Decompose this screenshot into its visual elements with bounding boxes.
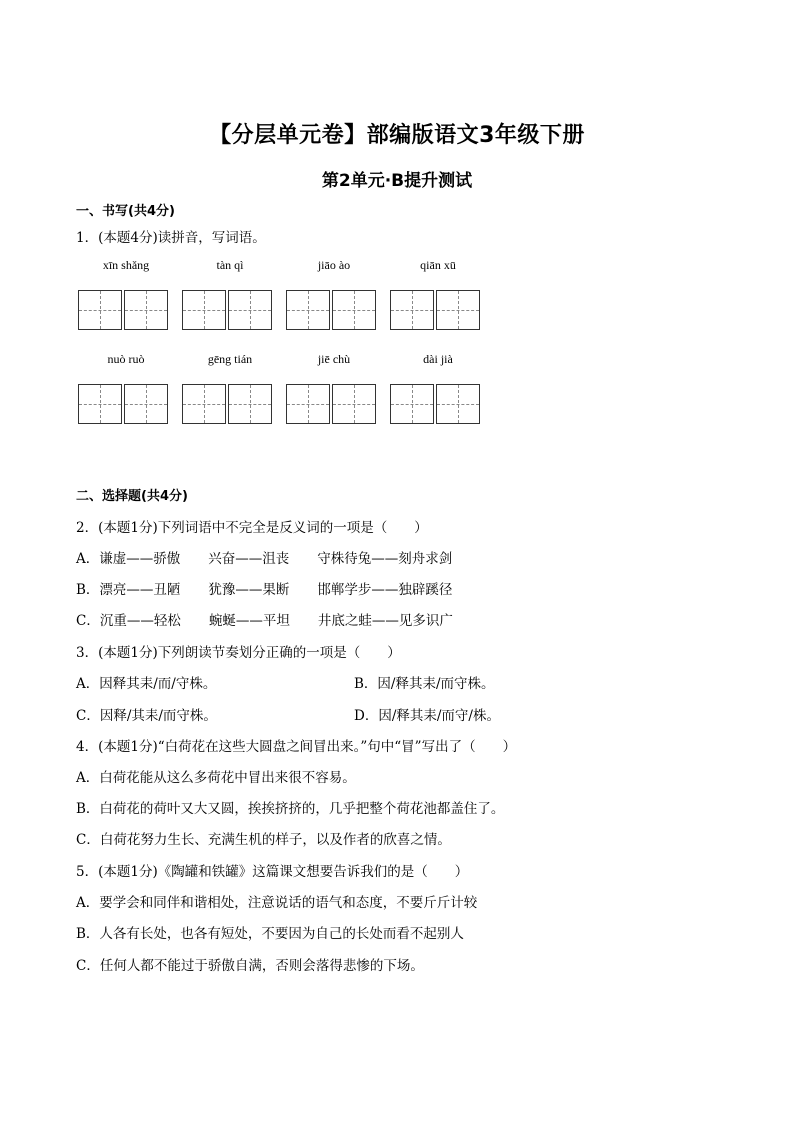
page-subtitle: 第2单元·B提升测试 [321,171,473,191]
writing-grid-pair[interactable] [78,384,168,424]
tianzi-box[interactable] [390,384,434,424]
pinyin-label: gēng tián [207,352,253,366]
pinyin-label: jiāo ào [317,258,351,272]
question-3-option-a[interactable]: A．因释其耒/而/守株。 [76,676,217,692]
question-5-stem: 5．(本题1分)《陶罐和铁罐》这篇课文想要告诉我们的是（ ） [76,864,469,880]
question-4-stem: 4．(本题1分)“白荷花在这些大圆盘之间冒出来。”句中“冒”写出了（ ） [76,739,517,755]
question-2-option-b[interactable] [76,578,452,598]
page-title: 【分层单元卷】部编版语文3年级下册 [209,123,585,148]
option-term: A．谦虚——骄傲 [76,551,181,567]
question-2-option-c[interactable] [76,609,453,629]
pinyin-label: qiān xū [420,258,456,272]
question-4-option-b[interactable]: B．白荷花的荷叶又大又圆，挨挨挤挤的，几乎把整个荷花池都盖住了。 [76,801,505,817]
tianzi-box[interactable] [390,290,434,330]
question-3-option-b[interactable]: B．因/释其耒/而守株。 [354,676,495,692]
question-5-option-b[interactable]: B．人各有长处，也各有短处，不要因为自己的长处而看不起别人 [76,926,464,942]
question-5-option-a[interactable]: A．要学会和同伴和谐相处，注意说话的语气和态度，不要斤斤计较 [76,895,478,911]
tianzi-box[interactable] [436,384,480,424]
question-4-option-a[interactable]: A．白荷花能从这么多荷花中冒出来很不容易。 [76,770,356,786]
option-term: B．漂亮——丑陋 [76,582,181,598]
option-term: 守株待兔——刻舟求剑 [317,551,453,567]
tianzi-box[interactable] [228,290,272,330]
tianzi-box[interactable] [332,384,376,424]
option-term: 犹豫——果断 [208,582,290,598]
tianzi-box[interactable] [332,290,376,330]
section-heading-choice: 二、选择题(共4分) [76,489,188,504]
pinyin-label: dài jià [423,352,453,366]
question-3-option-d[interactable]: D．因/释其耒/而守/株。 [354,708,500,724]
tianzi-box[interactable] [286,384,330,424]
pinyin-label: tàn qì [216,258,244,272]
writing-grid-pair[interactable] [390,290,480,330]
writing-grid-pair[interactable] [182,384,272,424]
tianzi-box[interactable] [78,384,122,424]
tianzi-box[interactable] [182,290,226,330]
question-5-option-c[interactable]: C．任何人都不能过于骄傲自满，否则会落得悲惨的下场。 [76,958,424,974]
pinyin-label: xīn shǎng [102,258,150,272]
writing-grid-pair[interactable] [390,384,480,424]
question-2-option-a[interactable] [76,547,452,567]
section-heading-writing: 一、书写(共4分) [76,204,175,219]
writing-grid-pair[interactable] [286,384,376,424]
tianzi-box[interactable] [78,290,122,330]
writing-grid-pair[interactable] [182,290,272,330]
pinyin-label: nuò ruò [107,352,145,366]
tianzi-box[interactable] [124,384,168,424]
tianzi-box[interactable] [182,384,226,424]
tianzi-box[interactable] [228,384,272,424]
question-3-stem: 3．(本题1分)下列朗读节奏划分正确的一项是（ ） [76,645,401,661]
question-1-stem: 1．(本题4分)读拼音，写词语。 [76,230,266,246]
option-term: C．沉重——轻松 [76,613,181,629]
option-term: 蜿蜒——平坦 [208,613,290,629]
option-term: 井底之蛙——见多识广 [317,613,453,629]
question-3-option-c[interactable]: C．因释/其耒/而守株。 [76,708,217,724]
writing-grid-pair[interactable] [286,290,376,330]
question-2-stem: 2．(本题1分)下列词语中不完全是反义词的一项是（ ） [76,520,428,536]
question-4-option-c[interactable]: C．白荷花努力生长、充满生机的样子，以及作者的欣喜之情。 [76,832,451,848]
option-term: 兴奋——沮丧 [208,551,290,567]
writing-grid-pair[interactable] [78,290,168,330]
tianzi-box[interactable] [286,290,330,330]
tianzi-box[interactable] [124,290,168,330]
option-term: 邯郸学步——独辟蹊径 [317,582,453,598]
tianzi-box[interactable] [436,290,480,330]
pinyin-label: jiē chù [317,352,351,366]
